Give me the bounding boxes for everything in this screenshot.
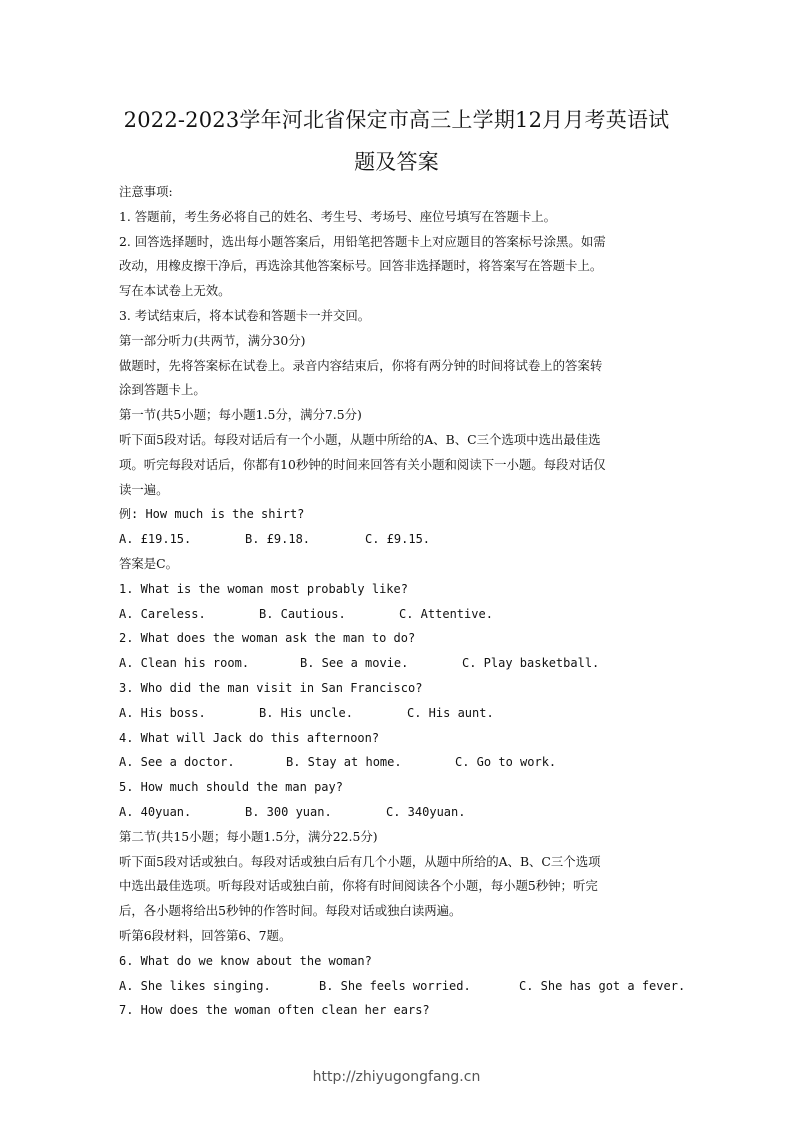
section1-intro-line-1: 听下面5段对话。每段对话后有一个小题，从题中所给的A、B、C三个选项中选出最佳选 [119, 431, 601, 447]
note-1: 1. 答题前，考生务必将自己的姓名、考生号、考场号、座位号填写在答题卡上。 [119, 208, 557, 224]
question-3-option-c: C. His aunt. [407, 705, 494, 720]
example-options [119, 527, 679, 552]
section2-intro-line-1: 听下面5段对话或独白。每段对话或独白后有几个小题，从题中所给的A、B、C三个选项 [119, 853, 601, 869]
question-1-options [119, 602, 679, 627]
part1-intro-line-2: 涂到答题卡上。 [119, 382, 206, 398]
question-6-option-c: C. She has got a fever. [519, 978, 686, 993]
note-2-line-3: 写在本试卷上无效。 [119, 283, 231, 299]
example-answer: 答案是C。 [119, 555, 179, 571]
section2-intro-line-2: 中选出最佳选项。听每段对话或独白前，你将有时间阅读各个小题，每小题5秒钟；听完 [119, 878, 598, 894]
question-4-option-c: C. Go to work. [455, 755, 557, 770]
document-title-line-2: 题及答案 [354, 150, 439, 174]
question-2-option-b: B. See a movie. [300, 656, 409, 671]
example-option-c: C. £9.15. [365, 532, 431, 547]
question-5-option-a: A. 40yuan. [119, 804, 192, 819]
note-2-line-1: 2. 回答选择题时，选出每小题答案后，用铅笔把答题卡上对应题目的答案标号涂黑。如需 [119, 233, 606, 249]
question-5-option-c: C. 340yuan. [386, 804, 466, 819]
question-1: 1. What is the woman most probably like? [119, 581, 408, 596]
example-option-b: B. £9.18. [245, 532, 311, 547]
question-2: 2. What does the woman ask the man to do? [119, 631, 416, 646]
part1-intro-line-1: 做题时，先将答案标在试卷上。录音内容结束后，你将有两分钟的时间将试卷上的答案转 [119, 357, 603, 373]
example-option-a: A. £19.15. [119, 532, 192, 547]
question-3-option-a: A. His boss. [119, 705, 206, 720]
section1-intro-line-2: 项。听完每段对话后，你都有10秒钟的时间来回答有关小题和阅读下一小题。每段对话仅 [119, 456, 606, 472]
question-2-option-a: A. Clean his room. [119, 656, 250, 671]
question-1-option-b: B. Cautious. [259, 606, 346, 621]
example-question: 例: How much is the shirt? [119, 507, 305, 522]
question-3: 3. Who did the man visit in San Francisco? [119, 680, 423, 695]
material-6-instruction: 听第6段材料，回答第6、7题。 [119, 927, 292, 943]
question-5-options [119, 800, 679, 825]
part1-heading: 第一部分听力(共两节，满分30分) [119, 332, 306, 348]
question-5-option-b: B. 300 yuan. [245, 804, 332, 819]
question-6-option-a: A. She likes singing. [119, 978, 271, 993]
question-2-options [119, 651, 679, 676]
note-2-line-2: 改动，用橡皮擦干净后，再选涂其他答案标号。回答非选择题时，将答案写在答题卡上。 [119, 258, 603, 274]
notes-heading: 注意事项: [119, 184, 173, 199]
question-4-option-b: B. Stay at home. [286, 755, 402, 770]
section1-heading: 第一节(共5小题；每小题1.5分，满分7.5分) [119, 407, 362, 423]
question-4-option-a: A. See a doctor. [119, 755, 235, 770]
question-4: 4. What will Jack do this afternoon? [119, 730, 380, 745]
footer-url: http://zhiyugongfang.cn [312, 1069, 481, 1085]
document-title-line-1: 2022-2023学年河北省保定市高三上学期12月月考英语试 [123, 108, 670, 132]
question-4-options [119, 750, 679, 775]
question-3-options [119, 701, 679, 726]
question-6: 6. What do we know about the woman? [119, 953, 372, 968]
question-7: 7. How does the woman often clean her ears? [119, 1003, 430, 1018]
question-1-option-c: C. Attentive. [399, 606, 493, 621]
section2-intro-line-3: 后，各小题将给出5秒钟的作答时间。每段对话或独白读两遍。 [119, 903, 462, 919]
section2-heading: 第二节(共15小题；每小题1.5分，满分22.5分) [119, 828, 378, 844]
question-3-option-b: B. His uncle. [259, 705, 353, 720]
note-3: 3. 考试结束后，将本试卷和答题卡一并交回。 [119, 307, 371, 323]
section1-intro-line-3: 读一遍。 [119, 481, 169, 497]
question-2-option-c: C. Play basketball. [462, 656, 600, 671]
question-5: 5. How much should the man pay? [119, 780, 343, 795]
question-6-options [119, 974, 686, 999]
document-body [119, 180, 686, 1023]
question-1-option-a: A. Careless. [119, 606, 206, 621]
question-6-option-b: B. She feels worried. [319, 978, 471, 993]
